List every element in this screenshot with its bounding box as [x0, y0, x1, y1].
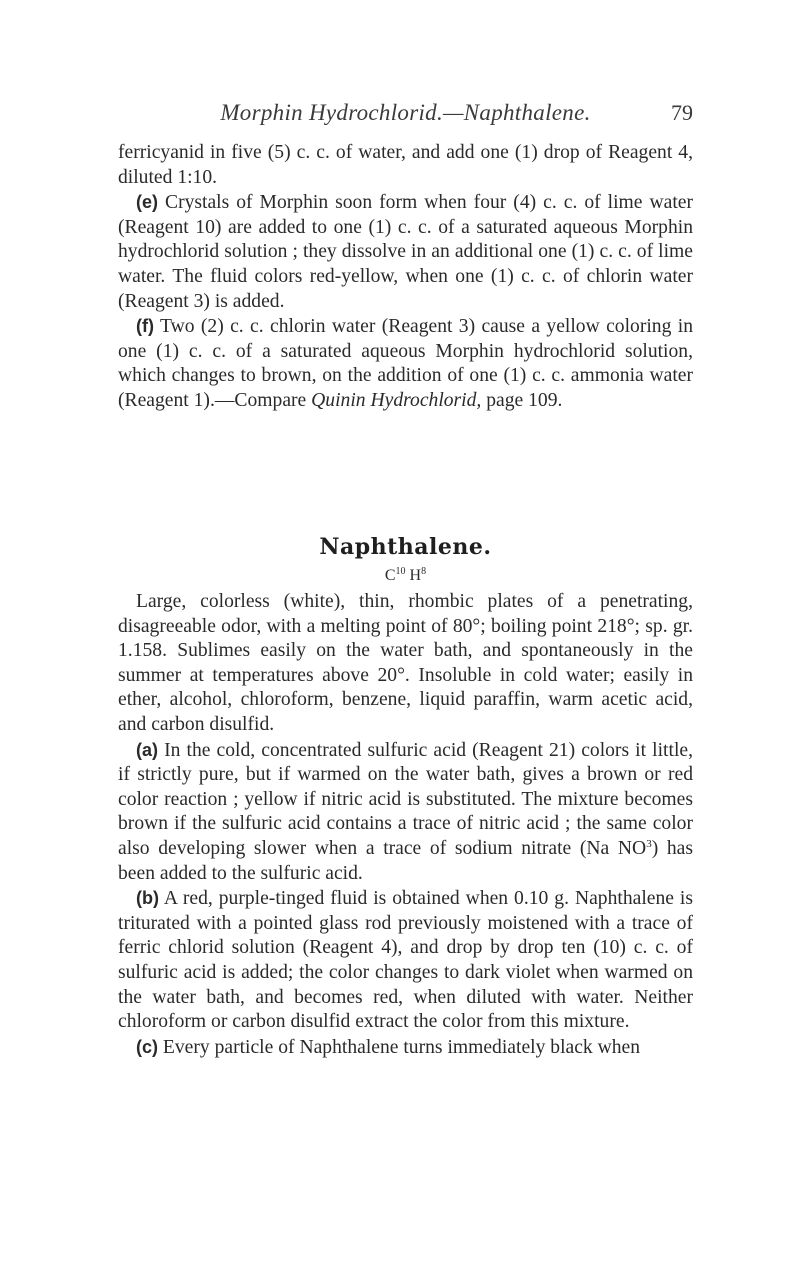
continuation-paragraph: ferricyanid in five (5) c. c. of water, and add one (1) drop of Reagent 4, diluted 1:10.	[118, 142, 693, 188]
naphthalene-section	[118, 590, 693, 1060]
paragraph-c	[118, 1035, 693, 1061]
chemical-formula	[118, 566, 693, 585]
paragraph-text: Two (2) c. c. chlorin water (Reagent 3) cause a yellow coloring in one (1) c. c. of a saturated aqueous Morphin hydrochlorid solution, which changes to brown, on the addition of one (1) c. c. ammonia water (Reagent 1).—Compare	[118, 316, 693, 411]
paragraph-marker: (b)	[136, 888, 159, 909]
intro-paragraph: Large, colorless (white), thin, rhombic plates of a penetrating, disagreeable odor, with a melting point of 80°; boiling point 218°; sp. gr. 1.158. Sublimes easily on the water bath, and spontaneously in the summer at temperatures above 20°. Insoluble in cold water; easily in ether, alcohol, chloroform, benzene, liquid paraffin, warm acetic acid, and carbon disulfid.	[118, 591, 693, 735]
superscript: 3	[646, 837, 652, 850]
formula-hydrogen: H	[405, 567, 422, 584]
paragraph-text: In the cold, concentrated sulfuric acid (Reagent 21) colors it little, if strictly pure, but if warmed on the water bath, gives a brown or red color reaction ; yellow if nitric acid is substituted. The mixture becomes brown if the sulfuric acid contains a trace of nitric acid ; the same color also developing slower when a trace of sodium nitrate (Na NO	[118, 739, 693, 859]
paragraph-text-tail: ) has been added to the sulfuric acid.	[118, 837, 693, 884]
paragraph-text: A red, purple-tinged fluid is obtained when 0.10 g. Naphthalene is triturated with a pointed glass rod previously moistened with a trace of ferric chlorid solution (Reagent 4), and drop by drop ten (10) c. c. of sulfuric acid is added; the color changes to dark violet when warmed on the water bath, and becomes red, when diluted with water. Neither chloroform or carbon disulfid extract the color from this mixture.	[118, 888, 693, 1033]
paragraph-text: Every particle of Naphthalene turns immediately black when	[158, 1036, 641, 1058]
paragraph-marker: (f)	[136, 316, 154, 337]
morphin-section	[118, 141, 693, 414]
paragraph-f	[118, 314, 693, 413]
paragraph-e	[118, 190, 693, 314]
running-title: Morphin Hydrochlorid.—Naphthalene.	[220, 100, 591, 125]
paragraph-a	[118, 738, 693, 887]
paragraph-text: Crystals of Morphin soon form when four (4) c. c. of lime water (Reagent 10) are added to one (1) c. c. of a saturated aqueous Morphin hydrochlorid solution ; they dissolve in an additional one (1) c. c. of lime water. The fluid colors red-yellow, when one (1) c. c. of chlorin water (Reagent 3) is added.	[118, 192, 693, 312]
section-heading: Naphthalene.	[319, 534, 492, 560]
page-number: 79	[671, 100, 693, 125]
cross-reference: Quinin Hydrochlorid,	[311, 389, 482, 411]
paragraph-b	[118, 886, 693, 1035]
paragraph-marker: (a)	[136, 739, 158, 760]
paragraph-marker: (c)	[136, 1036, 158, 1057]
running-header	[118, 100, 693, 130]
paragraph-text-tail: page 109.	[481, 389, 563, 411]
paragraph-marker: (e)	[136, 192, 158, 213]
formula-hydrogen-count: 8	[421, 566, 427, 577]
formula-carbon: C	[384, 567, 396, 584]
formula-carbon-count: 10	[395, 566, 406, 577]
